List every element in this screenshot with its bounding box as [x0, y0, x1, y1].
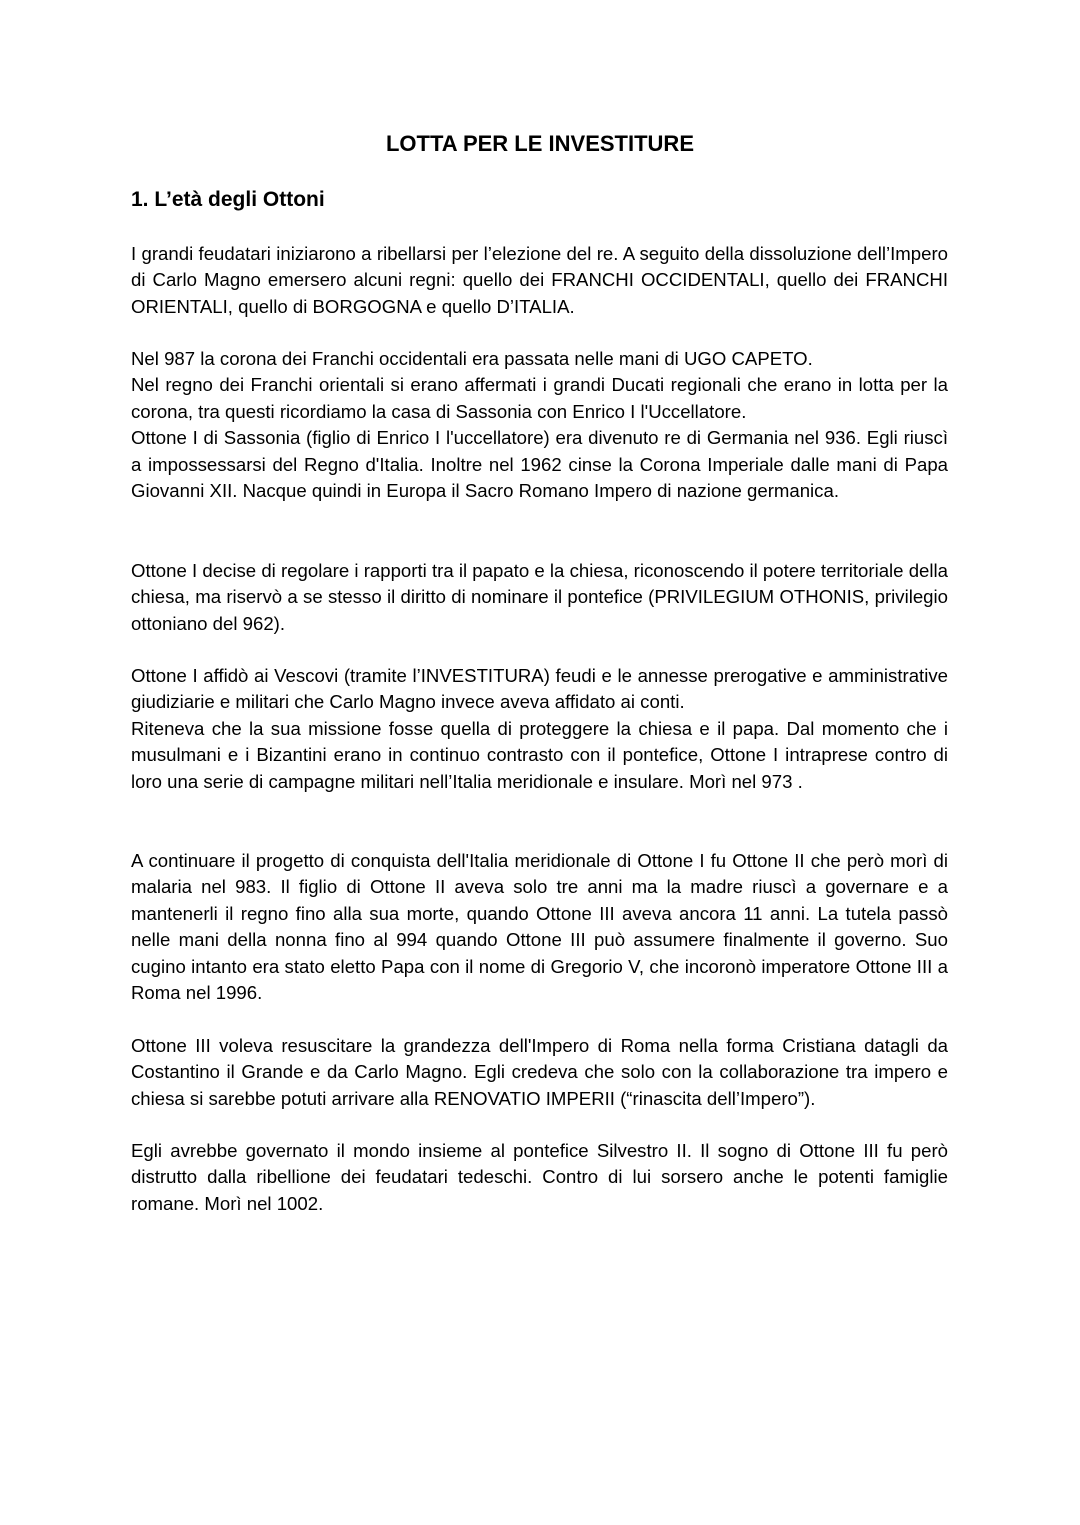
paragraph-4	[131, 663, 948, 795]
paragraph-5-text: A continuare il progetto di conquista dell'Italia meridionale di Ottone I fu Ottone II che però morì di malaria nel 983. Il figlio di Ottone II aveva solo tre anni ma la madre riuscì a governare e a mantenerli il regno fino alla sua morte, quando Ottone III aveva ancora 11 anni. La tutela passò nelle mani della nonna fino al 994 quando Ottone III può assumere finalmente il governo. Suo cugino intanto era stato eletto Papa con il nome di Gregorio V, che incoronò imperatore Ottone III a Roma nel 1996.	[131, 850, 948, 1004]
paragraph-4-line-2: Riteneva che la sua missione fosse quella di proteggere la chiesa e il papa. Dal momento che i musulmani e i Bizantini erano in continuo contrasto con il pontefice, Ottone I intraprese contro di loro una serie di campagne militari nell’Italia meridionale e insulare. Morì nel 973 .	[131, 717, 948, 792]
paragraph-7	[131, 1138, 948, 1217]
paragraph-1-text: I grandi feudatari iniziarono a ribellarsi per l’elezione del re. A seguito della dissoluzione dell’Impero di Carlo Magno emersero alcuni regni: quello dei FRANCHI OCCIDENTALI, quello dei FRANCHI ORIENTALI, quello di BORGOGNA e quello D’ITALIA.	[131, 243, 948, 317]
paragraph-6	[131, 1033, 948, 1112]
section-heading: 1. L’età degli Ottoni	[131, 188, 325, 211]
paragraph-3-text: Ottone I decise di regolare i rapporti tra il papato e la chiesa, riconoscendo il potere territoriale della chiesa, ma riservò a se stesso il diritto di nominare il pontefice (PRIVILEGIUM OTHONIS, privilegio ottoniano del 962).	[131, 560, 948, 634]
paragraph-2-line-3: Ottone I di Sassonia (figlio di Enrico I l'uccellatore) era divenuto re di Germania nel 936. Egli riuscì a impossessarsi del Regno d'Italia. Inoltre nel 1962 cinse la Corona Imperiale dalle mani di Papa Giovanni XII. Nacque quindi in Europa il Sacro Romano Impero di nazione germanica.	[131, 427, 948, 502]
paragraph-1	[131, 241, 948, 320]
paragraph-4-line-1: Ottone I affidò ai Vescovi (tramite l’INVESTITURA) feudi e le annesse prerogative e amministrative giudiziarie e militari che Carlo Magno invece aveva affidato ai conti.	[131, 665, 948, 713]
paragraph-2-line-2: Nel regno dei Franchi orientali si erano affermati i grandi Ducati regionali che erano in lotta per la corona, tra questi ricordiamo la casa di Sassonia con Enrico I l'Uccellatore.	[131, 374, 948, 422]
paragraph-5	[131, 848, 948, 1006]
paragraph-2-line-1: Nel 987 la corona dei Franchi occidentali era passata nelle mani di UGO CAPETO.	[131, 348, 813, 369]
paragraph-3	[131, 558, 948, 637]
paragraph-7-text: Egli avrebbe governato il mondo insieme al pontefice Silvestro II. Il sogno di Ottone III fu però distrutto dalla ribellione dei feudatari tedeschi. Contro di lui sorsero anche le potenti famiglie romane. Morì nel 1002.	[131, 1140, 948, 1214]
document-title: LOTTA PER LE INVESTITURE	[385, 131, 694, 156]
paragraph-6-text: Ottone III voleva resuscitare la grandezza dell'Impero di Roma nella forma Cristiana datagli da Costantino il Grande e da Carlo Magno. Egli credeva che solo con la collaborazione tra impero e chiesa si sarebbe potuti arrivare alla RENOVATIO IMPERII (“rinascita dell’Impero”).	[131, 1035, 948, 1109]
paragraph-2	[131, 346, 948, 504]
